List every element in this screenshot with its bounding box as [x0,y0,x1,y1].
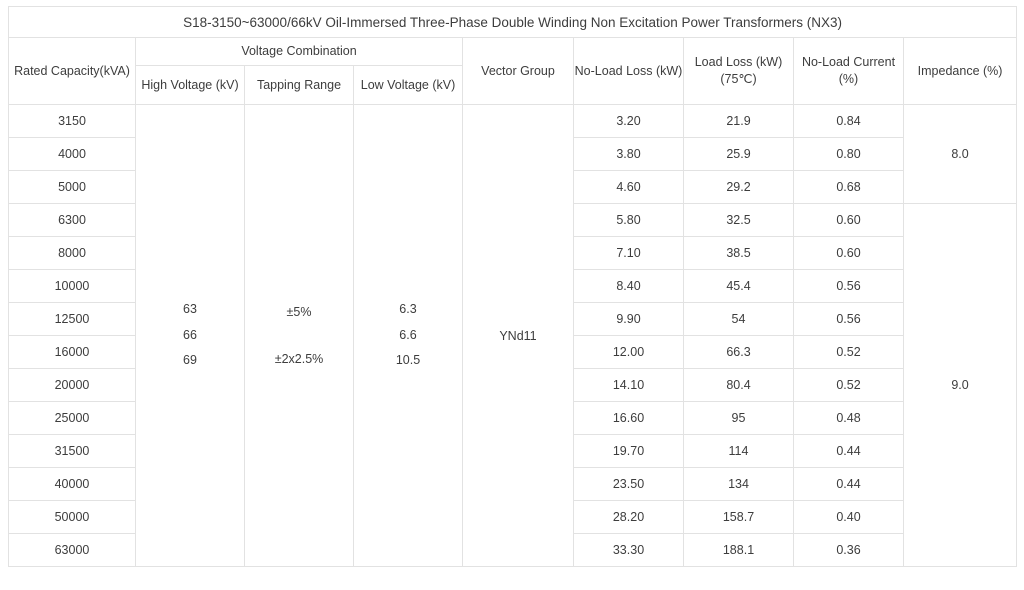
header-vector-group: Vector Group [463,38,574,105]
cell-capacity: 63000 [9,534,136,567]
header-voltage-combination: Voltage Combination [136,38,463,66]
cell-no-load-loss: 7.10 [574,237,684,270]
cell-load-loss: 80.4 [684,369,794,402]
table-header [9,7,1017,105]
cell-no-load-current: 0.60 [794,237,904,270]
cell-load-loss: 95 [684,402,794,435]
cell-no-load-loss: 3.80 [574,138,684,171]
cell-load-loss: 158.7 [684,501,794,534]
cell-capacity: 50000 [9,501,136,534]
header-no-load-current: No-Load Current (%) [794,38,904,105]
cell-vector-group: YNd11 [463,105,574,567]
cell-no-load-loss: 19.70 [574,435,684,468]
cell-no-load-loss: 16.60 [574,402,684,435]
lv-value-3: 10.5 [395,353,421,368]
cell-load-loss: 66.3 [684,336,794,369]
header-no-load-loss: No-Load Loss (kW) [574,38,684,105]
header-row-primary [9,38,1017,66]
cell-impedance-1: 8.0 [904,105,1017,204]
header-low-voltage: Low Voltage (kV) [354,66,463,105]
cell-capacity: 10000 [9,270,136,303]
lv-value-2: 6.6 [399,327,417,342]
cell-no-load-current: 0.56 [794,270,904,303]
cell-capacity: 25000 [9,402,136,435]
hv-value-1: 63 [183,302,197,317]
cell-load-loss: 25.9 [684,138,794,171]
cell-capacity: 3150 [9,105,136,138]
cell-no-load-loss: 28.20 [574,501,684,534]
tap-value-2: ±2x2.5% [274,351,324,366]
cell-capacity: 20000 [9,369,136,402]
cell-no-load-current: 0.84 [794,105,904,138]
cell-no-load-loss: 14.10 [574,369,684,402]
lv-value-1: 6.3 [399,302,417,317]
cell-capacity: 4000 [9,138,136,171]
header-impedance: Impedance (%) [904,38,1017,105]
transformer-spec-table [8,6,1017,567]
cell-no-load-loss: 12.00 [574,336,684,369]
cell-capacity: 31500 [9,435,136,468]
cell-no-load-current: 0.52 [794,336,904,369]
cell-no-load-loss: 5.80 [574,204,684,237]
cell-no-load-current: 0.44 [794,468,904,501]
cell-no-load-current: 0.36 [794,534,904,567]
cell-load-loss: 32.5 [684,204,794,237]
header-tapping-range: Tapping Range [245,66,354,105]
cell-no-load-loss: 33.30 [574,534,684,567]
cell-no-load-current: 0.80 [794,138,904,171]
cell-no-load-current: 0.44 [794,435,904,468]
cell-capacity: 12500 [9,303,136,336]
header-rated-capacity: Rated Capacity(kVA) [9,38,136,105]
cell-load-loss: 29.2 [684,171,794,204]
cell-tapping-range [245,105,354,567]
cell-impedance-2: 9.0 [904,204,1017,567]
cell-low-voltage [354,105,463,567]
table-title: S18-3150~63000/66kV Oil-Immersed Three-Phase Double Winding Non Excitation Power Transformers (NX3) [9,7,1017,38]
cell-no-load-loss: 23.50 [574,468,684,501]
cell-capacity: 6300 [9,204,136,237]
cell-load-loss: 54 [684,303,794,336]
hv-value-2: 66 [183,327,197,342]
cell-high-voltage [136,105,245,567]
cell-load-loss: 134 [684,468,794,501]
cell-load-loss: 188.1 [684,534,794,567]
header-load-loss: Load Loss (kW) (75℃) [684,38,794,105]
cell-load-loss: 38.5 [684,237,794,270]
cell-capacity: 5000 [9,171,136,204]
cell-capacity: 8000 [9,237,136,270]
cell-no-load-current: 0.40 [794,501,904,534]
hv-value-3: 69 [183,353,197,368]
cell-no-load-current: 0.60 [794,204,904,237]
cell-no-load-current: 0.52 [794,369,904,402]
header-high-voltage: High Voltage (kV) [136,66,245,105]
cell-no-load-loss: 4.60 [574,171,684,204]
table-body [9,105,1017,567]
cell-load-loss: 21.9 [684,105,794,138]
cell-no-load-current: 0.56 [794,303,904,336]
cell-no-load-loss: 3.20 [574,105,684,138]
cell-no-load-loss: 9.90 [574,303,684,336]
title-row [9,7,1017,38]
cell-load-loss: 114 [684,435,794,468]
cell-no-load-loss: 8.40 [574,270,684,303]
tap-value-1: ±5% [286,305,312,319]
table-row [9,105,1017,138]
cell-no-load-current: 0.48 [794,402,904,435]
cell-no-load-current: 0.68 [794,171,904,204]
cell-capacity: 40000 [9,468,136,501]
cell-load-loss: 45.4 [684,270,794,303]
cell-capacity: 16000 [9,336,136,369]
